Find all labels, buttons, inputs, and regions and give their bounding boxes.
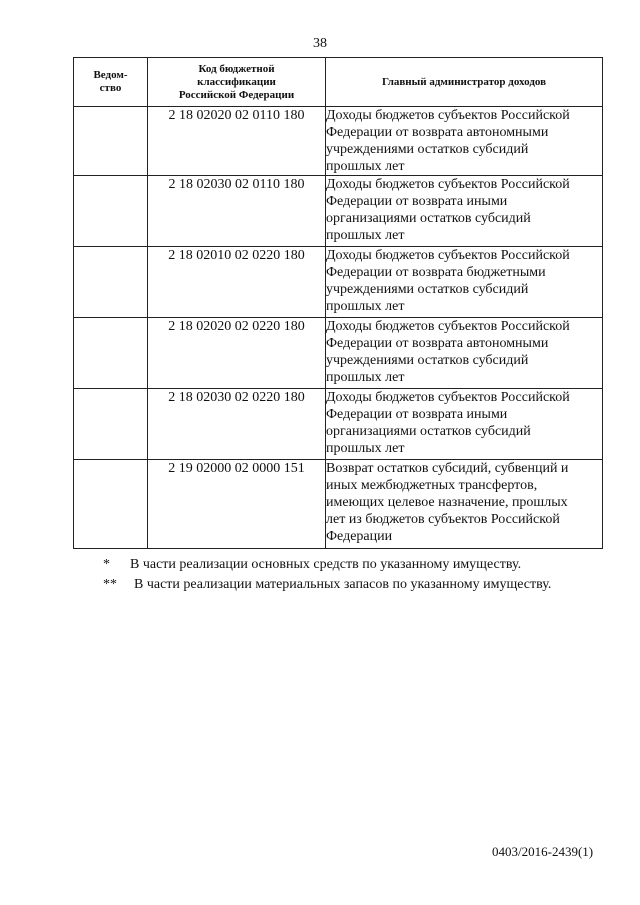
header-department: Ведом- ство <box>74 58 148 107</box>
footnotes <box>103 555 551 595</box>
footnote <box>103 555 551 575</box>
table-header-row <box>74 58 603 107</box>
budget-code-cell: 2 19 02000 02 0000 151 <box>148 460 326 549</box>
budget-code-cell: 2 18 02030 02 0220 180 <box>148 389 326 460</box>
budget-code-cell: 2 18 02020 02 0220 180 <box>148 318 326 389</box>
footnote <box>103 575 551 595</box>
department-cell <box>74 460 148 549</box>
budget-code-cell: 2 18 02010 02 0220 180 <box>148 247 326 318</box>
table-row <box>74 176 603 247</box>
footnote-mark: * <box>103 557 110 572</box>
table-row <box>74 247 603 318</box>
footnote-text: В части реализации основных средств по указанному имуществу. <box>130 557 522 572</box>
description-cell: Доходы бюджетов субъектов Российской Федерации от возврата иными организациями остатков субсидий прошлых лет <box>326 389 603 460</box>
budget-code-cell: 2 18 02020 02 0110 180 <box>148 107 326 176</box>
table-row <box>74 107 603 176</box>
department-cell <box>74 176 148 247</box>
document-id: 0403/2016-2439(1) <box>492 844 594 859</box>
header-budget-code: Код бюджетной классификации Российской Федерации <box>148 58 326 107</box>
footnote-text: В части реализации материальных запасов по указанному имуществу. <box>134 577 552 592</box>
description-cell: Доходы бюджетов субъектов Российской Федерации от возврата бюджетными учреждениями остатков субсидий прошлых лет <box>326 247 603 318</box>
revenue-administrators-table <box>73 57 603 549</box>
description-cell: Доходы бюджетов субъектов Российской Федерации от возврата автономными учреждениями остатков субсидий прошлых лет <box>326 318 603 389</box>
table-row <box>74 318 603 389</box>
description-cell: Доходы бюджетов субъектов Российской Федерации от возврата автономными учреждениями остатков субсидий прошлых лет <box>326 107 603 176</box>
table-row <box>74 460 603 549</box>
header-main-administrator: Главный администратор доходов <box>326 58 603 107</box>
footnote-mark: ** <box>103 577 117 592</box>
department-cell <box>74 247 148 318</box>
description-cell: Доходы бюджетов субъектов Российской Федерации от возврата иными организациями остатков субсидий прошлых лет <box>326 176 603 247</box>
department-cell <box>74 318 148 389</box>
budget-code-cell: 2 18 02030 02 0110 180 <box>148 176 326 247</box>
department-cell <box>74 107 148 176</box>
description-cell: Возврат остатков субсидий, субвенций и иных межбюджетных трансфертов, имеющих целевое назначение, прошлых лет из бюджетов субъектов Российской Федерации <box>326 460 603 549</box>
department-cell <box>74 389 148 460</box>
table-row <box>74 389 603 460</box>
page-number: 38 <box>313 36 327 51</box>
